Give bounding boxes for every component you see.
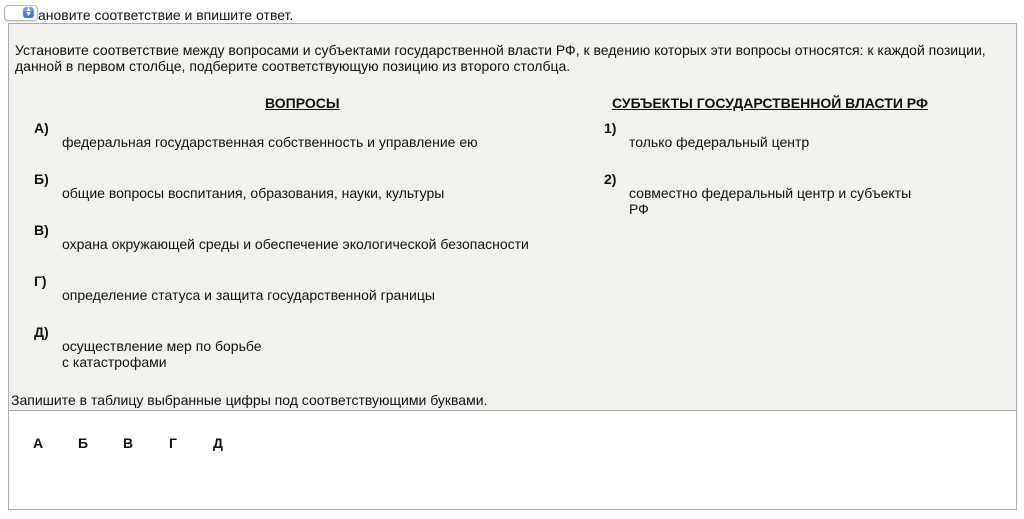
question-text: определение статуса и защита государственной границы — [62, 287, 435, 303]
answer-letter: Д — [213, 435, 223, 451]
answer-table — [8, 410, 1017, 510]
question-letter: Б) — [34, 171, 49, 187]
question-letter: А) — [34, 120, 49, 136]
subject-number: 1) — [604, 120, 617, 136]
question-text: охрана окружающей среды и обеспечение экологической безопасности — [62, 236, 529, 252]
question-text: федеральная государственная собственность и управление ею — [62, 134, 478, 150]
answer-letter: В — [123, 435, 134, 451]
subject-text: только федеральный центр — [629, 134, 810, 150]
footer-instruction: Запишите в таблицу выбранные цифры под соответствующими буквами. — [11, 392, 488, 408]
answer-select[interactable] — [4, 5, 38, 21]
question-letter: Д) — [34, 324, 49, 340]
questions-header: ВОПРОСЫ — [265, 95, 340, 111]
subjects-header: СУБЪЕКТЫ ГОСУДАРСТВЕННОЙ ВЛАСТИ РФ — [612, 95, 928, 111]
question-letter: Г) — [34, 273, 47, 289]
instruction-text: ановите соответствие и впишите ответ. — [38, 7, 294, 23]
question-text: осуществление мер по борьбе с катастрофами — [62, 338, 262, 370]
select-arrows-icon: ▲ ▼ — [23, 7, 34, 18]
answer-letter: Б — [78, 435, 89, 451]
question-panel — [8, 23, 1017, 410]
instruction-bar — [4, 3, 1004, 23]
subject-number: 2) — [604, 171, 617, 187]
question-letter: В) — [34, 222, 49, 238]
answer-letter: Г — [169, 435, 177, 451]
question-text: общие вопросы воспитания, образования, науки, культуры — [62, 185, 445, 201]
task-text: Установите соответствие между вопросами и субъектами государственной власти РФ, к ведению которых эти вопросы относятся: к каждой позиции, данной в первом столбце, подберите соответствующую позицию из второго столбца. — [15, 42, 986, 74]
answer-letter: А — [33, 435, 44, 451]
subject-text: совместно федеральный центр и субъекты РФ — [629, 185, 912, 217]
